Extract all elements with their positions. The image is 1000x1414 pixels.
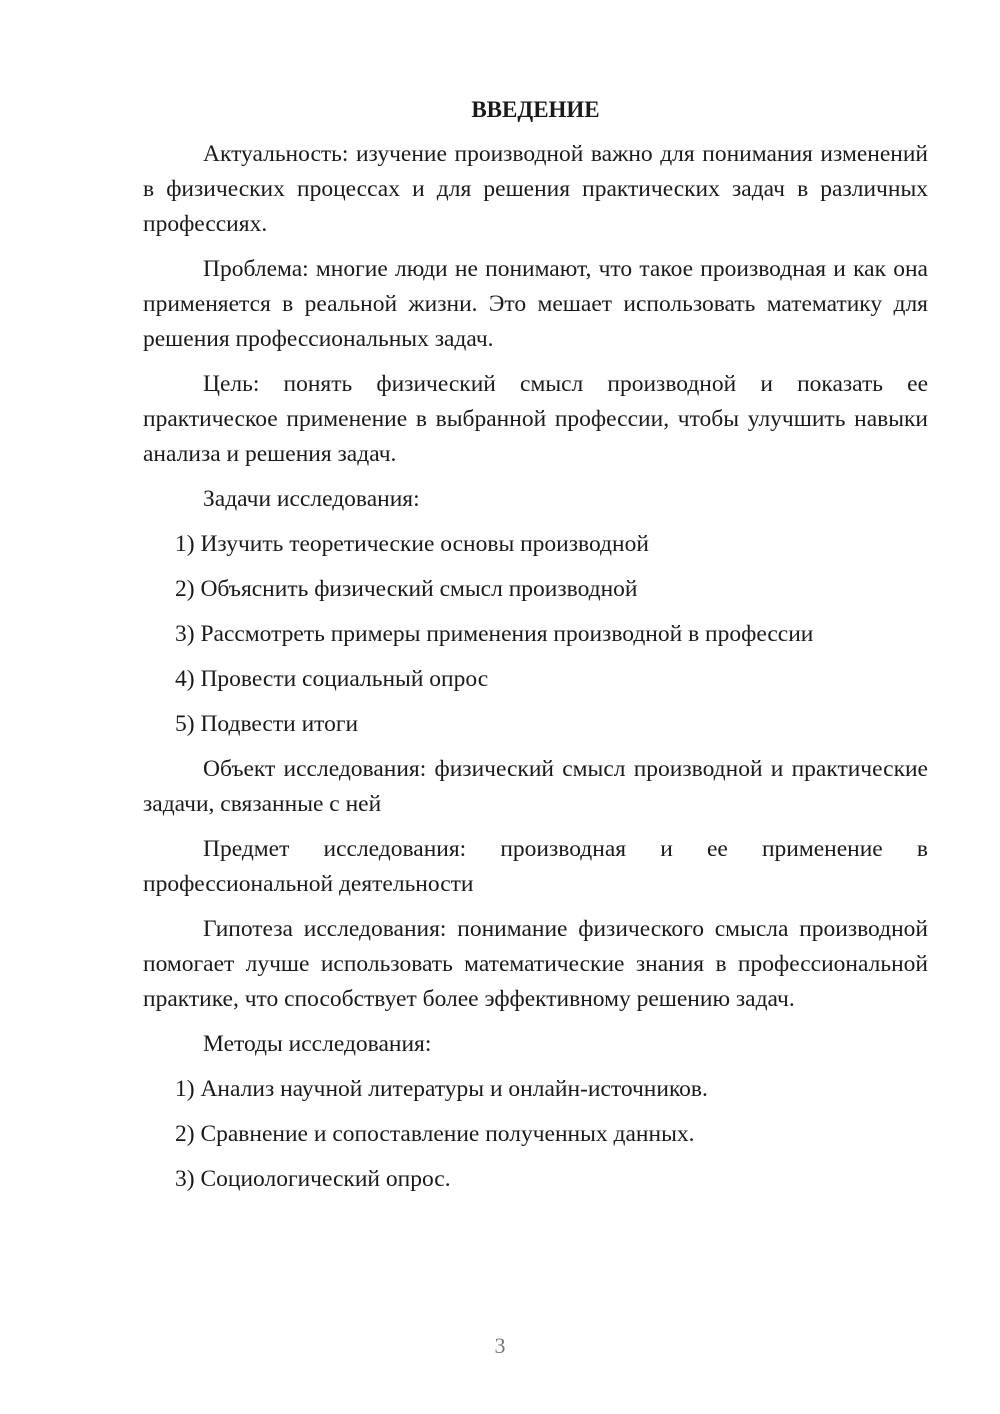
method-item: 1) Анализ научной литературы и онлайн-источников. [175,1076,708,1102]
task-item: 1) Изучить теоретические основы производной [175,531,649,557]
relevance-paragraph: Актуальность: изучение производной важно для понимания изменений в физических процессах и для решения практических задач в различных профессиях. [143,141,928,237]
problem-paragraph: Проблема: многие люди не понимают, что такое производная и как она применяется в реальной жизни. Это мешает использовать математику для решения профессиональных задач. [143,256,928,352]
task-item: 2) Объяснить физический смысл производной [175,576,638,602]
task-item: 3) Рассмотреть примеры применения производной в профессии [175,621,814,647]
goal-paragraph: Цель: понять физический смысл производной и показать ее практическое применение в выбранной профессии, чтобы улучшить навыки анализа и решения задач. [143,371,928,467]
subject-paragraph: Предмет исследования: производная и ее применение в профессиональной деятельности [143,836,928,897]
document-body [143,92,928,1207]
method-item: 2) Сравнение и сопоставление полученных данных. [175,1121,695,1147]
page-number: 3 [494,1333,506,1358]
hypothesis-paragraph: Гипотеза исследования: понимание физического смысла производной помогает лучше использовать математические знания в профессиональной практике, что способствует более эффективному решению задач. [143,916,928,1012]
tasks-heading: Задачи исследования: [203,486,420,512]
task-item: 5) Подвести итоги [175,711,359,737]
method-item: 3) Социологический опрос. [175,1166,451,1192]
page-title: ВВЕДЕНИЕ [471,97,600,122]
object-paragraph: Объект исследования: физический смысл производной и практические задачи, связанные с ней [143,756,928,817]
task-item: 4) Провести социальный опрос [175,666,489,692]
methods-heading: Методы исследования: [203,1031,432,1057]
